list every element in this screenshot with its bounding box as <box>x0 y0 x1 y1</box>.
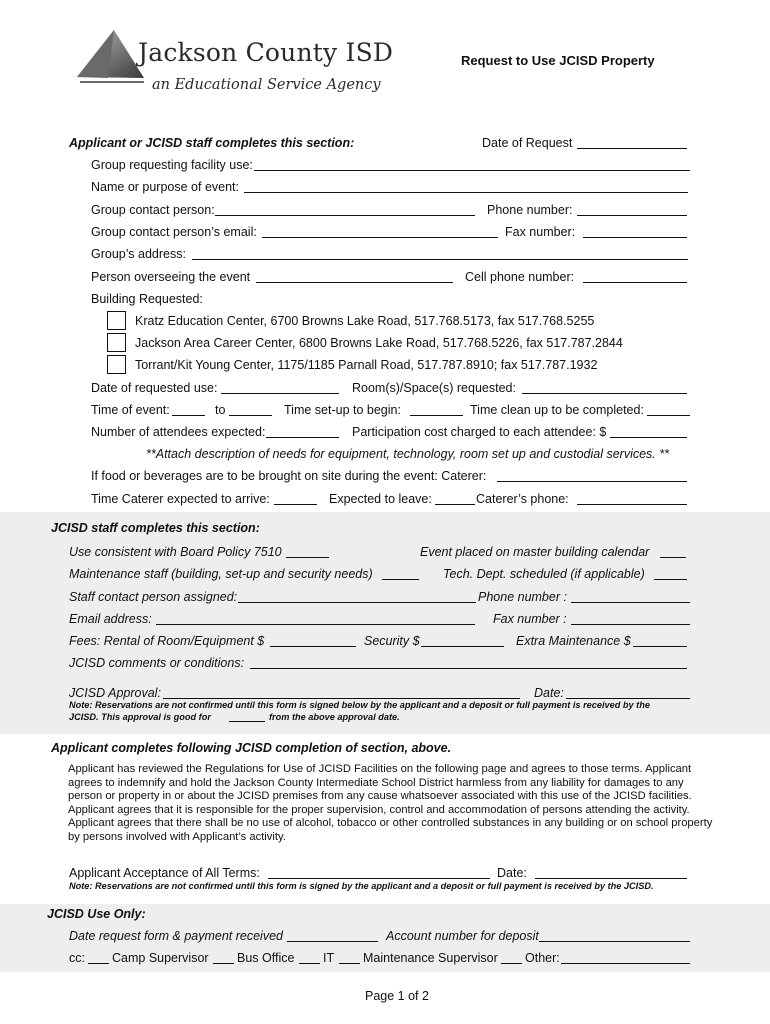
setup-time-field[interactable] <box>410 415 463 416</box>
expected-leave-label: Expected to leave: <box>329 492 432 506</box>
time-of-event-label: Time of event: <box>91 403 170 417</box>
fees-label: Fees: Rental of Room/Equipment $ <box>69 634 265 648</box>
logo <box>74 28 404 106</box>
building-checkbox-career-center[interactable] <box>107 333 126 352</box>
participation-cost-label: Participation cost charged to each attendee: $ <box>352 425 607 439</box>
form-title: Request to Use JCISD Property <box>461 53 655 68</box>
approval-note-line1: Note: Reservations are not confirmed until this form is signed below by the applicant and a deposit or full payment is received by the <box>69 700 650 710</box>
logo-name: Jackson County ISD <box>138 38 394 67</box>
staff-fax-field[interactable] <box>571 624 690 625</box>
fees-field[interactable] <box>270 646 356 647</box>
building-checkbox-kratz[interactable] <box>107 311 126 330</box>
approval-field[interactable] <box>163 698 520 699</box>
group-requesting-label: Group requesting facility use: <box>91 158 253 172</box>
group-address-field[interactable] <box>192 259 688 260</box>
building-label-career-center: Jackson Area Career Center, 6800 Browns Lake Road, 517.768.5226, fax 517.787.2844 <box>135 336 623 350</box>
staff-phone-label: Phone number : <box>478 590 567 604</box>
acceptance-section-heading: Applicant completes following JCISD completion of section, above. <box>51 741 452 755</box>
acceptance-note: Note: Reservations are not confirmed until this form is signed by the applicant and a deposit or full payment is received by the JCISD. <box>69 881 654 891</box>
paragraph-line: Applicant agrees that it is responsible for the proper supervision, control and accommodation of persons attending the activity. <box>68 803 690 816</box>
date-requested-use-field[interactable] <box>221 393 339 394</box>
account-number-field[interactable] <box>539 941 690 942</box>
building-checkbox-torrant[interactable] <box>107 355 126 374</box>
fax-number-label: Fax number: <box>505 225 576 239</box>
paragraph-line: by persons involved with Applicant’s activity. <box>68 830 286 843</box>
email-address-field[interactable] <box>156 624 475 625</box>
account-number-label: Account number for deposit <box>386 929 539 943</box>
person-overseeing-label: Person overseeing the event <box>91 270 251 284</box>
maintenance-staff-label: Maintenance staff (building, set-up and security needs) <box>69 567 373 581</box>
cc-it-field[interactable] <box>299 963 320 964</box>
date-of-request-label: Date of Request <box>482 136 573 150</box>
group-contact-label: Group contact person: <box>91 203 215 217</box>
board-policy-field[interactable] <box>286 557 329 558</box>
group-contact-field[interactable] <box>215 215 475 216</box>
caterer-arrive-label: Time Caterer expected to arrive: <box>91 492 270 506</box>
date-request-form-label: Date request form & payment received <box>69 929 283 943</box>
name-purpose-label: Name or purpose of event: <box>91 180 239 194</box>
caterer-phone-field[interactable] <box>577 504 687 505</box>
cleanup-time-label: Time clean up to be completed: <box>470 403 644 417</box>
cc-other-field[interactable] <box>561 963 690 964</box>
paragraph-line: agrees to indemnify and hold the Jackson County Intermediate School District harmless from any liability for damages to any <box>68 776 684 789</box>
acceptance-signature-field[interactable] <box>268 878 490 879</box>
time-to-label: to <box>215 403 226 417</box>
paragraph-line: Applicant has reviewed the Regulations for Use of JCISD Facilities on the following page and agrees to those terms. Applicant <box>68 763 692 775</box>
phone-number-field[interactable] <box>577 215 687 216</box>
tech-dept-label: Tech. Dept. scheduled (if applicable) <box>443 567 645 581</box>
name-purpose-field[interactable] <box>244 192 688 193</box>
cell-phone-label: Cell phone number: <box>465 270 575 284</box>
cleanup-time-field[interactable] <box>647 415 690 416</box>
approval-date-label: Date: <box>534 686 564 700</box>
contact-email-label: Group contact person’s email: <box>91 225 257 239</box>
approval-date-field[interactable] <box>566 698 690 699</box>
cc-other-check-field[interactable] <box>501 963 522 964</box>
approval-duration-field[interactable] <box>229 721 265 722</box>
time-of-event-end-field[interactable] <box>229 415 272 416</box>
acceptance-date-field[interactable] <box>535 878 687 879</box>
building-label-kratz: Kratz Education Center, 6700 Browns Lake Road, 517.768.5173, fax 517.768.5255 <box>135 314 595 328</box>
cc-camp-supervisor-label: Camp Supervisor <box>112 951 209 965</box>
group-address-label: Group’s address: <box>91 247 186 261</box>
staff-phone-field[interactable] <box>571 602 690 603</box>
cc-maintenance-supervisor-label: Maintenance Supervisor <box>363 951 498 965</box>
cc-other-label: Other: <box>525 951 560 965</box>
attach-note: **Attach description of needs for equipment, technology, room set up and custodial services. ** <box>146 447 669 461</box>
master-calendar-label: Event placed on master building calendar <box>420 545 650 559</box>
staff-fax-label: Fax number : <box>493 612 567 626</box>
date-request-form-field[interactable] <box>287 941 378 942</box>
maintenance-staff-field[interactable] <box>382 579 419 580</box>
cc-maintenance-supervisor-field[interactable] <box>339 963 360 964</box>
tech-dept-field[interactable] <box>654 579 687 580</box>
staff-section-heading: JCISD staff completes this section: <box>51 521 260 535</box>
use-only-heading: JCISD Use Only: <box>47 907 146 921</box>
cc-label: cc: <box>69 951 85 965</box>
attendees-field[interactable] <box>266 437 339 438</box>
acceptance-label: Applicant Acceptance of All Terms: <box>69 866 260 880</box>
board-policy-label: Use consistent with Board Policy 7510 <box>69 545 282 559</box>
master-calendar-field[interactable] <box>660 557 686 558</box>
logo-triangle-icon <box>74 30 144 88</box>
rooms-requested-field[interactable] <box>522 393 687 394</box>
extra-maintenance-label: Extra Maintenance $ <box>516 634 631 648</box>
approval-note-line2b: from the above approval date. <box>269 712 400 722</box>
logo-tagline: an Educational Service Agency <box>152 77 381 93</box>
paragraph-line: person or property in or about the JCISD premises from any cause whatsoever associated with this use of the JCISD facilities. <box>68 790 692 803</box>
cc-it-label: IT <box>323 951 335 965</box>
rooms-requested-label: Room(s)/Space(s) requested: <box>352 381 516 395</box>
cc-camp-supervisor-field[interactable] <box>88 963 109 964</box>
caterer-arrive-field[interactable] <box>274 504 317 505</box>
acceptance-date-label: Date: <box>497 866 527 880</box>
fax-number-field[interactable] <box>583 237 687 238</box>
caterer-field[interactable] <box>497 481 687 482</box>
comments-field[interactable] <box>250 668 687 669</box>
building-requested-label: Building Requested: <box>91 292 203 306</box>
attendees-label: Number of attendees expected: <box>91 425 266 439</box>
extra-maintenance-field[interactable] <box>633 646 687 647</box>
page-number: Page 1 of 2 <box>365 989 429 1003</box>
person-overseeing-field[interactable] <box>256 282 453 283</box>
staff-contact-field[interactable] <box>238 602 476 603</box>
staff-contact-label: Staff contact person assigned: <box>69 590 238 604</box>
contact-email-field[interactable] <box>262 237 498 238</box>
time-of-event-start-field[interactable] <box>172 415 205 416</box>
participation-cost-field[interactable] <box>610 437 687 438</box>
date-of-request-field[interactable] <box>577 148 687 149</box>
food-beverages-label: If food or beverages are to be brought on site during the event: Caterer: <box>91 469 487 483</box>
security-label: Security $ <box>364 634 420 648</box>
building-label-torrant: Torrant/Kit Young Center, 1175/1185 Parnall Road, 517.787.8910; fax 517.787.1932 <box>135 358 598 372</box>
cc-bus-office-label: Bus Office <box>237 951 295 965</box>
security-field[interactable] <box>421 646 504 647</box>
expected-leave-field[interactable] <box>435 504 475 505</box>
acceptance-paragraph <box>68 763 728 845</box>
cc-bus-office-field[interactable] <box>213 963 234 964</box>
phone-number-label: Phone number: <box>487 203 573 217</box>
comments-label: JCISD comments or conditions: <box>69 656 245 670</box>
group-requesting-field[interactable] <box>254 170 690 171</box>
caterer-phone-label: Caterer’s phone: <box>476 492 569 506</box>
approval-label: JCISD Approval: <box>69 686 161 700</box>
email-address-label: Email address: <box>69 612 152 626</box>
cell-phone-field[interactable] <box>583 282 687 283</box>
paragraph-line: Applicant agrees that there shall be no use of alcohol, tobacco or other controlled substances in any building or on school property <box>68 817 713 830</box>
date-requested-use-label: Date of requested use: <box>91 381 218 395</box>
applicant-section-heading: Applicant or JCISD staff completes this section: <box>69 136 355 150</box>
setup-time-label: Time set-up to begin: <box>284 403 401 417</box>
approval-note-line2a: JCISD. This approval is good for <box>69 712 211 722</box>
